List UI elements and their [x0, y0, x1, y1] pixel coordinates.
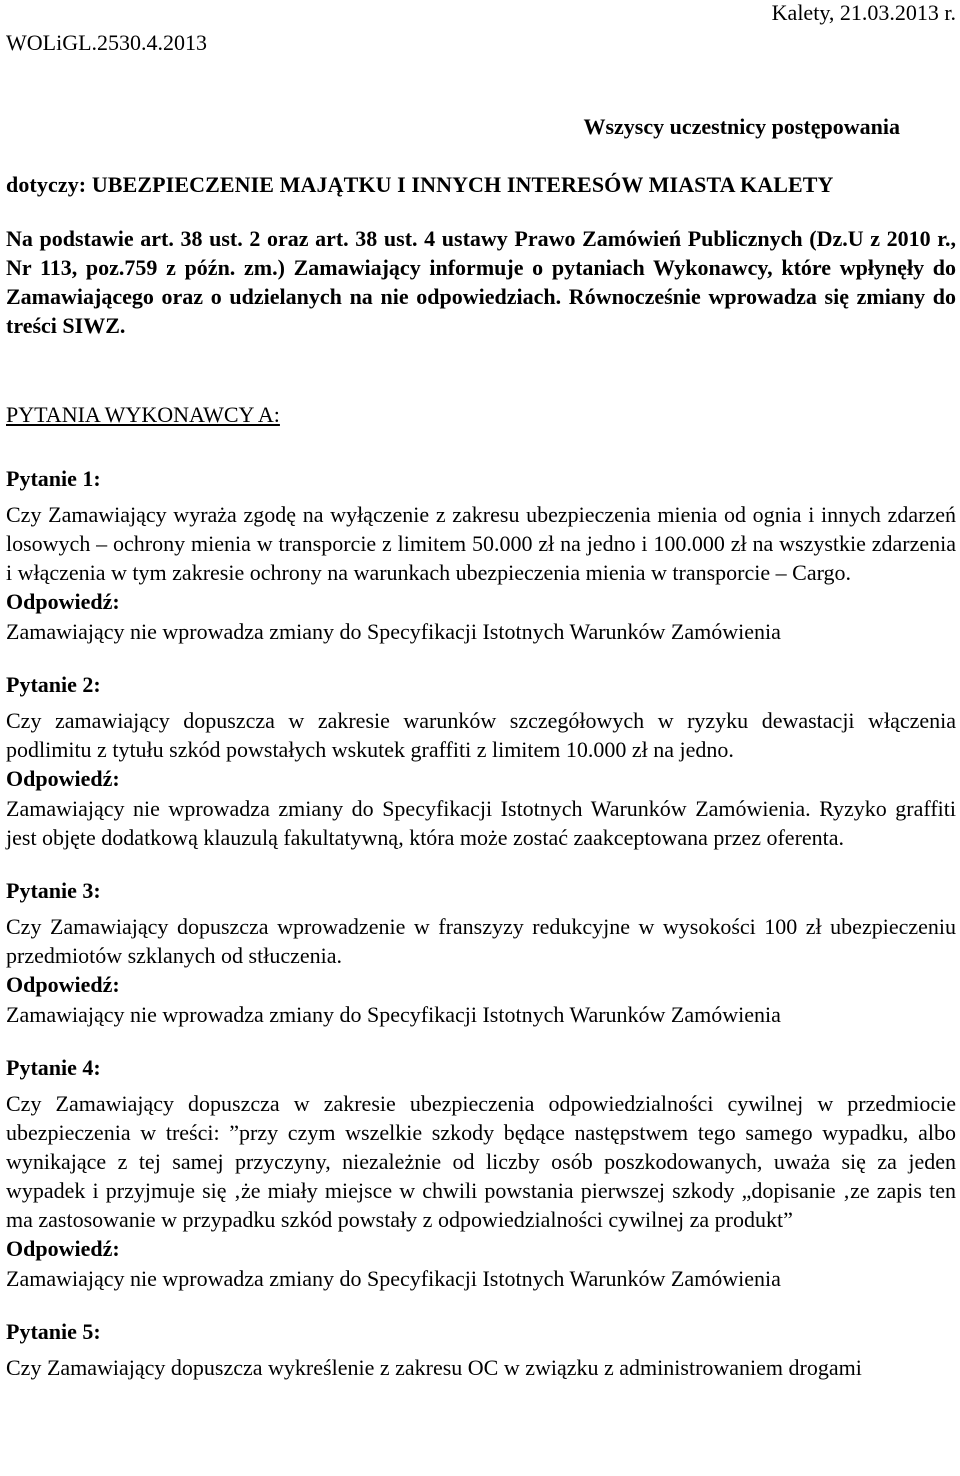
answer-text: Zamawiający nie wprowadza zmiany do Specyfikacji Istotnych Warunków Zamówienia [6, 1002, 781, 1027]
reference-number: WOLiGL.2530.4.2013 [6, 30, 208, 55]
question-label: Pytanie 1: [6, 466, 101, 491]
document-page [6, 0, 956, 1382]
question-text: Czy Zamawiający dopuszcza wykreślenie z zakresu OC w związku z administrowaniem drogami [6, 1355, 862, 1380]
question-label: Pytanie 5: [6, 1319, 101, 1344]
document-header [6, 0, 956, 62]
question-text: Czy Zamawiający wyraża zgodę na wyłączenie z zakresu ubezpieczenia mienia od ognia i innych zdarzeń losowych – ochrony mienia w transporcie z limitem 50.000 zł na jedno i 100.000 zł na wszystkie zdarzenia i włączenia w tym zakresie ochrony na warunkach ubezpieczenia mienia w transporcie – Cargo. [6, 502, 956, 585]
question-block-4 [6, 1053, 956, 1293]
question-label: Pytanie 4: [6, 1055, 101, 1080]
answer-text: Zamawiający nie wprowadza zmiany do Specyfikacji Istotnych Warunków Zamówienia [6, 619, 781, 644]
section-title: PYTANIA WYKONAWCY A: [6, 402, 280, 427]
question-label: Pytanie 2: [6, 672, 101, 697]
answer-label: Odpowiedź: [6, 589, 120, 614]
question-text: Czy Zamawiający dopuszcza wprowadzenie w franszyzy redukcyjne w wysokości 100 zł ubezpieczeniu przedmiotów szklanych od stłuczenia. [6, 914, 956, 968]
question-text: Czy zamawiający dopuszcza w zakresie warunków szczegółowych w ryzyku dewastacji włączenia podlimitu z tytułu szkód powstałych wskutek graffiti z limitem 10.000 zł na jedno. [6, 708, 956, 762]
answer-text: Zamawiający nie wprowadza zmiany do Specyfikacji Istotnych Warunków Zamówienia. Ryzyko graffiti jest objęte dodatkową klauzulą fakultatywną, która może zostać zaakceptowana przez oferenta. [6, 796, 956, 850]
answer-text: Zamawiający nie wprowadza zmiany do Specyfikacji Istotnych Warunków Zamówienia [6, 1266, 781, 1291]
question-block-5 [6, 1317, 956, 1382]
question-block-2 [6, 670, 956, 852]
answer-label: Odpowiedź: [6, 1236, 120, 1261]
question-block-1 [6, 464, 956, 646]
intro-paragraph: Na podstawie art. 38 ust. 2 oraz art. 38 ust. 4 ustawy Prawo Zamówień Publicznych (Dz.U z 2010 r., Nr 113, poz.759 z późn. zm.) Zamawiający informuje o pytaniach Wykonawcy, które wpłynęły do Zamawiającego oraz o udzielanych na nie odpowiedziach. Równocześnie wprowadza się zmiany do treści SIWZ. [6, 226, 956, 338]
question-text: Czy Zamawiający dopuszcza w zakresie ubezpieczenia odpowiedzialności cywilnej w przedmiocie ubezpieczenia w treści: ”przy czym wszelkie szkody będące następstwem tego samego wypadku, albo wynikające z tej samej przyczyny, niezależnie od liczby osób poszkodowanych, uważa się za jeden wypadek i przyjmuje się ‚że miały miejsce w chwili powstania pierwszej szkody „dopisanie ‚ze zapis ten ma zastosowanie w przypadku szkód powstały z odpowiedzialności cywilnej za produkt” [6, 1091, 956, 1232]
question-block-3 [6, 876, 956, 1029]
question-label: Pytanie 3: [6, 878, 101, 903]
document-date: Kalety, 21.03.2013 r. [771, 0, 956, 25]
answer-label: Odpowiedź: [6, 972, 120, 997]
answer-label: Odpowiedź: [6, 766, 120, 791]
addressee: Wszyscy uczestnicy postępowania [583, 114, 900, 139]
subject-line: dotyczy: UBEZPIECZENIE MAJĄTKU I INNYCH INTERESÓW MIASTA KALETY [6, 172, 834, 197]
